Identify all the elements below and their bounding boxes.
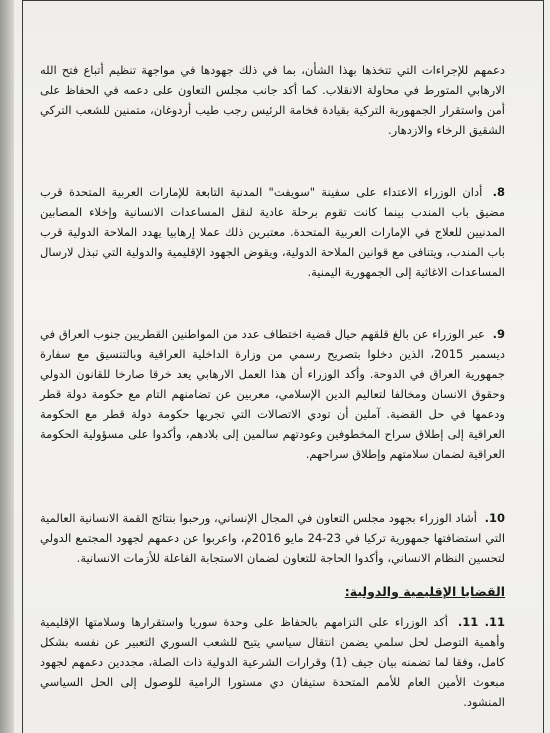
page-shadow xyxy=(0,0,14,733)
paragraph-9-number: 9. xyxy=(492,327,506,341)
paragraph-11-text: أكد الوزراء على التزامهم بالحفاظ على وحدة سوريا واستقرارها وسلامتها الإقليمية وأهمية التوصل لحل سلمي يضمن انتقال سياسي يتيح للشعب السوري التعبير عن نفسه بشكل كامل، وفقا لما تضمنه بيان جيف (1) وقرارات الشرعية الدولية ذات الصلة، مجددين دعمهم لجهود مبعوث الأمين العام للأمم المتحدة ستيفان دي مستورا الرامية للوصول إلى الحل السياسي المنشود. xyxy=(40,615,505,709)
paragraph-intro-text: دعمهم للإجراءات التي تتخذها بهذا الشأن، بما في ذلك جهودها في مواجهة تنظيم أتباع فتح الله الارهابي المتورط في محاولة الانقلاب. كما أكد جانب مجلس التعاون على دعمه في الحفاظ على أمن واستقرار الجمهورية التركية بقيادة فخامة الرئيس رجب طيب أردوغان، متمنين للشعب التركي الشقيق الرخاء والازدهار. xyxy=(40,63,505,137)
paragraph-9 xyxy=(40,324,505,464)
paragraph-11-number: 11. 11. xyxy=(457,615,506,629)
paragraph-intro xyxy=(40,60,505,140)
document-body xyxy=(40,60,505,722)
paragraph-10-text: أشاد الوزراء بجهود مجلس التعاون في المجال الإنساني، ورحبوا بنتائج القمة الانسانية العالمية التي استضافتها جمهورية تركيا في 23-24 مايو 2016م، واعربوا عن دعمهم لجهود المجتمع الدولي لتحسين النظام الانساني، وأكدوا الحاجة للتعاون لضمان الاستجابة الفاعلة للأزمات الانسانية. xyxy=(40,511,506,565)
paragraph-10-number: 10. xyxy=(484,511,505,525)
paragraph-10 xyxy=(40,508,505,568)
paragraph-8 xyxy=(40,182,505,282)
paragraph-11 xyxy=(40,612,505,712)
paragraph-9-text: عبر الوزراء عن بالغ قلقهم حيال قضية اختطاف عدد من المواطنين القطريين جنوب العراق في ديسمبر 2015، الذين دخلوا بتصريح رسمي من وزارة الداخلية العراقية وبالتنسيق مع سفارة جمهورية العراق في الدوحة. وأكد الوزراء أن هذا العمل الارهابي يعد خرقا صارخا للقانون الدولي وحقوق الانسان ومخالفا لتعاليم الدين الإسلامي، معربين عن تضامنهم التام مع حكومة دولة قطر ودعمها في حل القضية. آملين أن تودي الاتصالات التي تجريها حكومة دولة قطر مع الحكومة العراقية إلى إطلاق سراح المخطوفين وعودتهم سالمين إلى بلادهم، وأكدوا على مسؤولية الحكومة العراقية لضمان سلامتهم وإطلاق سراحهم. xyxy=(40,327,506,461)
section-heading: القضايا الإقليمية والدولية: xyxy=(344,584,505,599)
paragraph-8-text: أدان الوزراء الاعتداء على سفينة "سويفت" المدنية التابعة للإمارات العربية المتحدة قرب مضيق باب المندب بينما كانت تقوم برحلة عادية لنقل المساعدات الانسانية وإخلاء المصابين المدنيين للعلاج في الإمارات العربية المتحدة. معتبرين ذلك عملا إرهابيا يهدد الملاحة الدولية قرب باب المندب، ويتنافى مع قوانين الملاحة الدولية، ويقوض الجهود الإقليمية والدولية التي تبذل لارسال المساعدات الاغاثية إلى الجمهورية اليمنية. xyxy=(40,185,505,279)
paragraph-8-number: 8. xyxy=(492,185,505,199)
